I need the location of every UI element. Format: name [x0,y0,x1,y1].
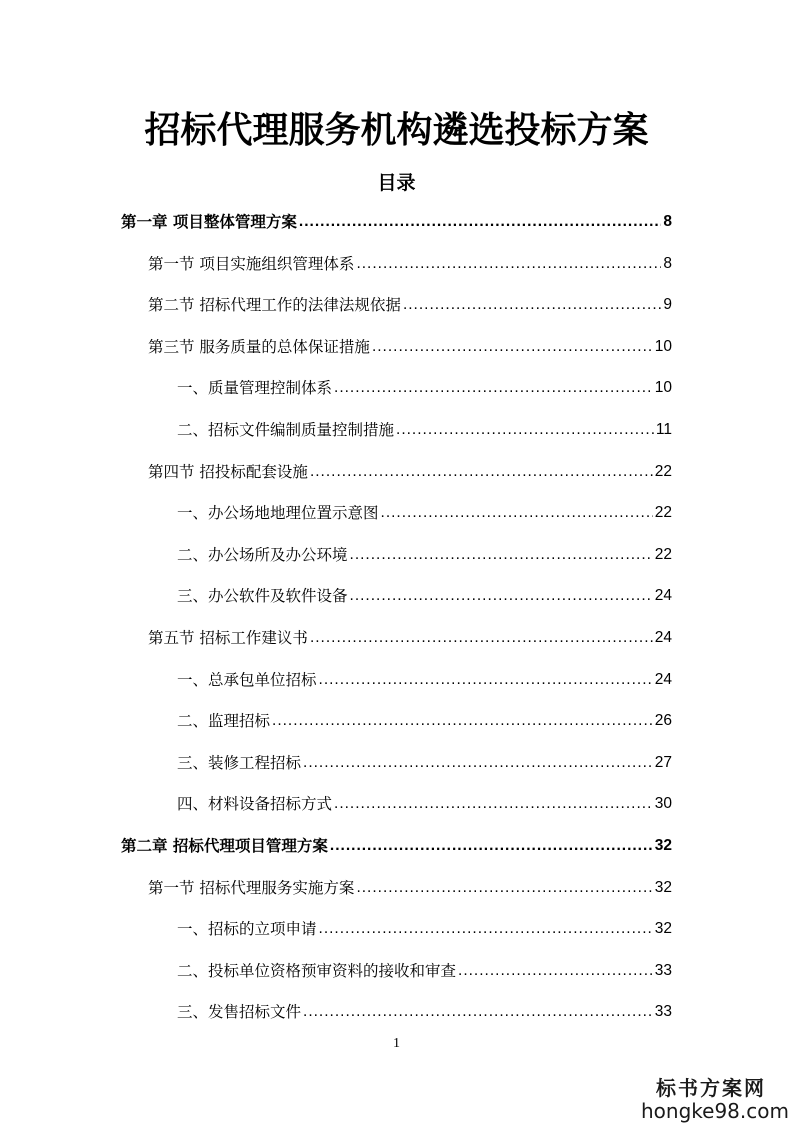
toc-section-entry[interactable] [148,291,672,315]
toc-entry-label: 二、招标文件编制质量控制措施 [177,421,395,439]
toc-entry-page: 33 [654,962,672,979]
toc-leader-dots [272,711,653,731]
toc-entry-label: 一、质量管理控制体系 [177,379,333,397]
toc-leader-dots [350,586,653,606]
toc-subsection-entry[interactable] [177,707,672,731]
toc-entry-page: 24 [654,587,672,604]
toc-entry-label: 第一节 项目实施组织管理体系 [148,255,355,273]
toc-entry-label: 一、招标的立项申请 [177,920,317,938]
watermark-cn-text: 标书方案网 [656,1076,766,1100]
toc-leader-dots [310,628,653,648]
toc-subsection-entry[interactable] [177,416,672,440]
toc-leader-dots [310,462,653,482]
toc-leader-dots [403,295,661,315]
toc-entry-page: 10 [654,338,672,355]
toc-entry-page: 32 [654,920,672,937]
toc-entry-page: 32 [654,837,672,854]
toc-entry-page: 9 [663,296,672,313]
toc-subsection-entry[interactable] [177,749,672,773]
toc-leader-dots [334,378,653,398]
toc-subsection-entry[interactable] [177,790,672,814]
toc-leader-dots [303,1002,653,1022]
watermark-logo [641,1072,789,1123]
toc-entry-page: 30 [654,795,672,812]
toc-entry-label: 第一章 项目整体管理方案 [121,213,297,231]
toc-section-entry[interactable] [148,458,672,482]
toc-leader-dots [381,503,653,523]
toc-subsection-entry[interactable] [177,541,672,565]
toc-entry-page: 8 [663,213,672,230]
toc-subsection-entry[interactable] [177,499,672,523]
page-number: 1 [393,1036,400,1051]
toc-entry-page: 22 [654,504,672,521]
toc-section-entry[interactable] [148,624,672,648]
toc-entry-label: 二、监理招标 [177,712,271,730]
toc-chapter-entry[interactable] [121,208,672,232]
toc-entry-label: 第四节 招投标配套设施 [148,463,308,481]
toc-entry-label: 四、材料设备招标方式 [177,795,333,813]
toc-entry-label: 一、办公场地地理位置示意图 [177,504,379,522]
toc-leader-dots [396,420,654,440]
toc-entry-label: 第二章 招标代理项目管理方案 [121,837,328,855]
toc-entry-page: 27 [654,754,672,771]
toc-entry-label: 三、办公软件及软件设备 [177,587,348,605]
toc-leader-dots [356,254,661,274]
toc-section-entry[interactable] [148,874,672,898]
toc-entry-page: 33 [654,1003,672,1020]
toc-subsection-entry[interactable] [177,998,672,1022]
toc-entry-page: 8 [663,255,672,272]
toc-leader-dots [319,670,653,690]
toc-entry-label: 三、发售招标文件 [177,1003,302,1021]
toc-leader-dots [330,836,653,856]
toc-entry-label: 三、装修工程招标 [177,754,302,772]
toc-entry-page: 22 [654,546,672,563]
toc-subsection-entry[interactable] [177,374,672,398]
toc-leader-dots [299,212,661,232]
toc-entry-label: 二、投标单位资格预审资料的接收和审查 [177,962,457,980]
toc-entry-page: 24 [654,671,672,688]
toc-entry-label: 一、总承包单位招标 [177,671,317,689]
toc-entry-page: 26 [654,712,672,729]
toc-entry-page: 22 [654,463,672,480]
toc-subsection-entry[interactable] [177,957,672,981]
document-title: 招标代理服务机构遴选投标方案 [144,110,649,151]
toc-entry-label: 二、办公场所及办公环境 [177,546,348,564]
toc-leader-dots [458,961,653,981]
toc-section-entry[interactable] [148,333,672,357]
toc-subsection-entry[interactable] [177,666,672,690]
toc-entry-page: 11 [655,421,672,438]
toc-leader-dots [350,545,653,565]
toc-leader-dots [319,919,653,939]
toc-chapter-entry[interactable] [121,832,672,856]
toc-subsection-entry[interactable] [177,915,672,939]
toc-section-entry[interactable] [148,250,672,274]
toc-leader-dots [356,878,652,898]
toc-entry-page: 32 [654,879,672,896]
toc-entry-label: 第五节 招标工作建议书 [148,629,308,647]
toc-entry-page: 10 [654,379,672,396]
toc-subsection-entry[interactable] [177,582,672,606]
toc-entry-label: 第一节 招标代理服务实施方案 [148,879,355,897]
toc-entry-label: 第二节 招标代理工作的法律法规依据 [148,296,401,314]
toc-leader-dots [303,753,653,773]
toc-leader-dots [372,337,653,357]
toc-entry-label: 第三节 服务质量的总体保证措施 [148,338,370,356]
watermark-en-text: hongke98.com [641,1099,789,1123]
toc-leader-dots [334,794,653,814]
toc-entry-page: 24 [654,629,672,646]
toc-heading: 目录 [377,172,416,194]
